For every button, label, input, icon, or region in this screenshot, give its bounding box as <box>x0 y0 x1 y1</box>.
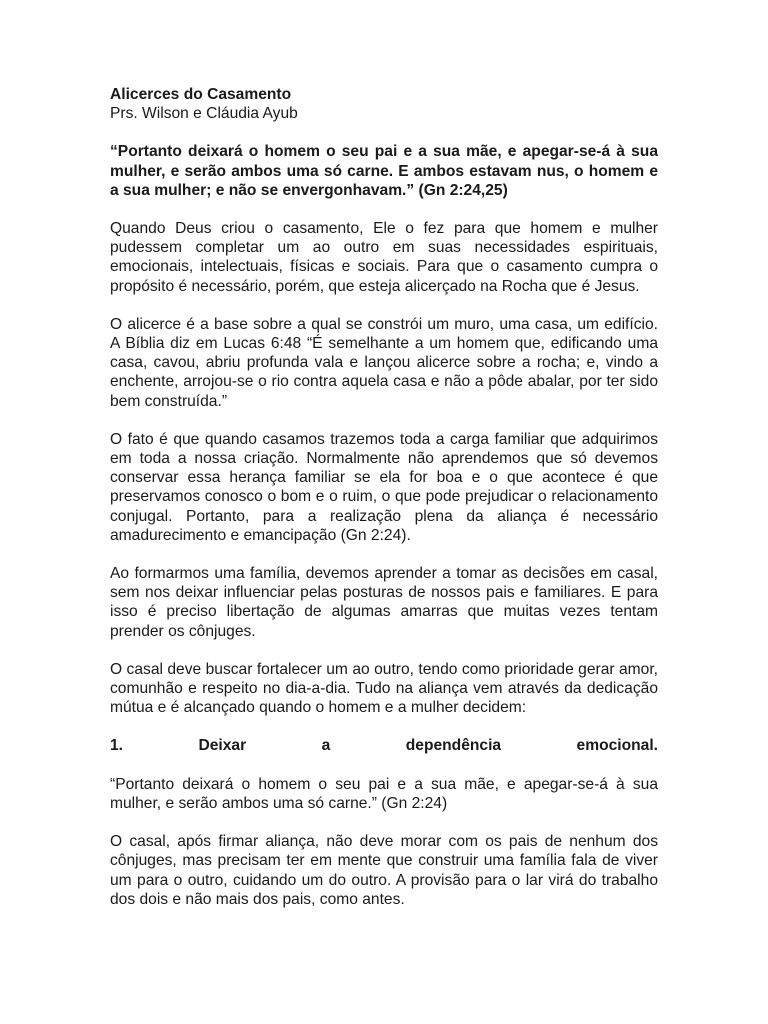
document-authors: Prs. Wilson e Cláudia Ayub <box>110 105 298 123</box>
paragraph-2: O alicerce é a base sobre a qual se constrói um muro, uma casa, um edifício. A Bíblia diz em Lucas 6:48 “É semelhante a um homem que, edificando uma casa, cavou, abriu profunda vala e lançou alicerce sobre a rocha; e, vindo a enchente, arrojou-se o rio contra aquela casa e não a pôde abalar, por ter sido bem construída.” <box>110 315 658 410</box>
document-title: Alicerces do Casamento <box>110 86 292 103</box>
section-1-paragraph: O casal, após firmar aliança, não deve morar com os pais de nenhum dos cônjuges, mas precisam ter em mente que construir uma família fala de viver um para o outro, cuidando um do outro. A provisão para o lar virá do trabalho dos dois e não mais dos pais, como antes. <box>110 833 658 908</box>
section-1-word-1: Deixar <box>198 737 247 755</box>
section-1-word-3: dependência <box>405 737 502 755</box>
section-1-number: 1. <box>110 737 124 755</box>
section-1-word-4: emocional. <box>576 737 658 755</box>
paragraph-3: O fato é que quando casamos trazemos toda a carga familiar que adquirimos em toda a nossa criação. Normalmente não aprendemos que só devemos conservar essa herança familiar se ela for boa e o que acontece é que preservamos conosco o bom e o ruim, o que pode prejudicar o relacionamento conjugal. Portanto, para a realização plena da aliança é necessário amadurecimento e emancipação (Gn 2:24). <box>110 430 658 544</box>
paragraph-1: Quando Deus criou o casamento, Ele o fez para que homem e mulher pudessem completar um ao outro em suas necessidades espirituais, emocionais, intelectuais, físicas e sociais. Para que o casamento cumpra o propósito é necessário, porém, que esteja alicerçado na Rocha que é Jesus. <box>110 220 658 295</box>
paragraph-4: Ao formarmos uma família, devemos aprender a tomar as decisões em casal, sem nos deixar influenciar pelas posturas de nossos pais e familiares. E para isso é preciso libertação de algumas amarras que muitas vezes tentam prender os cônjuges. <box>110 565 658 640</box>
document-page <box>110 85 658 928</box>
section-1-heading <box>110 736 658 755</box>
section-1-quote: “Portanto deixará o homem o seu pai e a sua mãe, e apegar-se-á à sua mulher, e serão ambos uma só carne.” (Gn 2:24) <box>110 775 658 812</box>
section-1-word-2: a <box>321 737 331 755</box>
epigraph-quote: “Portanto deixará o homem o seu pai e a sua mãe, e apegar-se-á à sua mulher, e serão ambos uma só carne. E ambos estavam nus, o homem e a sua mulher; e não se envergonhavam.” (Gn 2:24,25) <box>110 143 658 199</box>
paragraph-5: O casal deve buscar fortalecer um ao outro, tendo como prioridade gerar amor, comunhão e respeito no dia-a-dia. Tudo na aliança vem através da dedicação mútua e é alcançado quando o homem e a mulher decidem: <box>110 660 658 717</box>
